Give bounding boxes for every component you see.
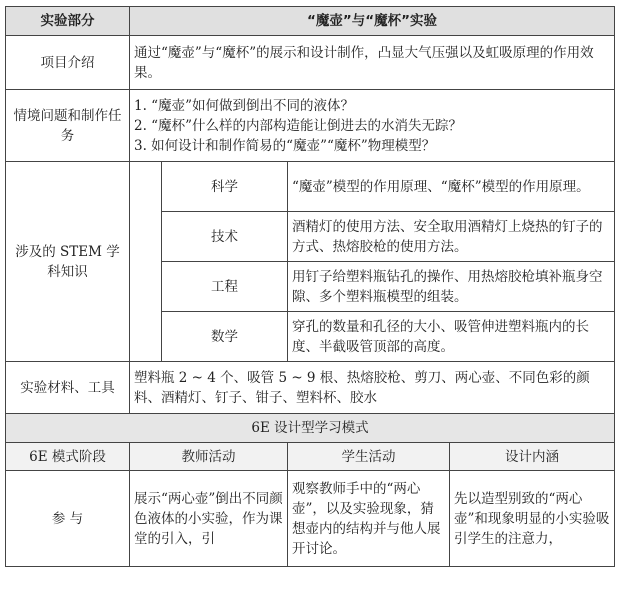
tasks-label: 情境问题和制作任务 [6,90,130,162]
stem-spacer [130,162,162,362]
experiment-table [5,6,615,567]
engage-teacher: 展示“两心壶”倒出不同颜色液体的小实验，作为课堂的引入，引 [130,471,288,567]
materials-label: 实验材料、工具 [6,362,130,414]
stem-text-engineering: 用钉子给塑料瓶钻孔的操作、用热熔胶枪填补瓶身空隙、多个塑料瓶模型的组装。 [288,262,615,312]
task-item-1: 1. “魔壶”如何做到倒出不同的液体？ [134,97,354,114]
mode-col-stage: 6E 模式阶段 [6,443,130,471]
mode-col-design: 设计内涵 [450,443,615,471]
intro-text: 通过“魔壶”与“魔杯”的展示和设计制作，凸显大气压强以及虹吸原理的作用效果。 [130,36,615,90]
stem-text-math: 穿孔的数量和孔径的大小、吸管伸进塑料瓶内的长度、半截吸管顶部的高度。 [288,312,615,362]
intro-label: 项目介绍 [6,36,130,90]
stem-subject-engineering: 工程 [162,262,288,312]
materials-text: 塑料瓶 2 ~ 4 个、吸管 5 ~ 9 根、热熔胶枪、剪刀、两心壶、不同色彩的颜料、酒精灯、钉子、钳子、塑料杯、胶水 [130,362,615,414]
mode-col-teacher: 教师活动 [130,443,288,471]
stem-subject-math: 数学 [162,312,288,362]
engage-design: 先以造型别致的“两心壶”和现象明显的小实验吸引学生的注意力， [450,471,615,567]
stem-label: 涉及的 STEM 学科知识 [6,162,130,362]
mode-title: 6E 设计型学习模式 [6,414,615,443]
stem-text-technology: 酒精灯的使用方法、安全取用酒精灯上烧热的钉子的方式、热熔胶枪的使用方法。 [288,212,615,262]
header-left: 实验部分 [6,7,130,36]
engage-student: 观察教师手中的“两心壶”，以及实验现象，猜想壶内的结构并与他人展开讨论。 [288,471,450,567]
header-title: “魔壶”与“魔杯”实验 [130,7,615,36]
mode-col-student: 学生活动 [288,443,450,471]
stem-subject-science: 科学 [162,162,288,212]
tasks-list [130,90,615,162]
task-item-2: 2. “魔杯”什么样的内部构造能让倒进去的水消失无踪？ [134,117,462,134]
engage-stage: 参 与 [6,471,130,567]
stem-subject-technology: 技术 [162,212,288,262]
task-item-3: 3. 如何设计和制作简易的“魔壶”“魔杯”物理模型？ [134,137,436,154]
stem-text-science: “魔壶”模型的作用原理、“魔杯”模型的作用原理。 [288,162,615,212]
